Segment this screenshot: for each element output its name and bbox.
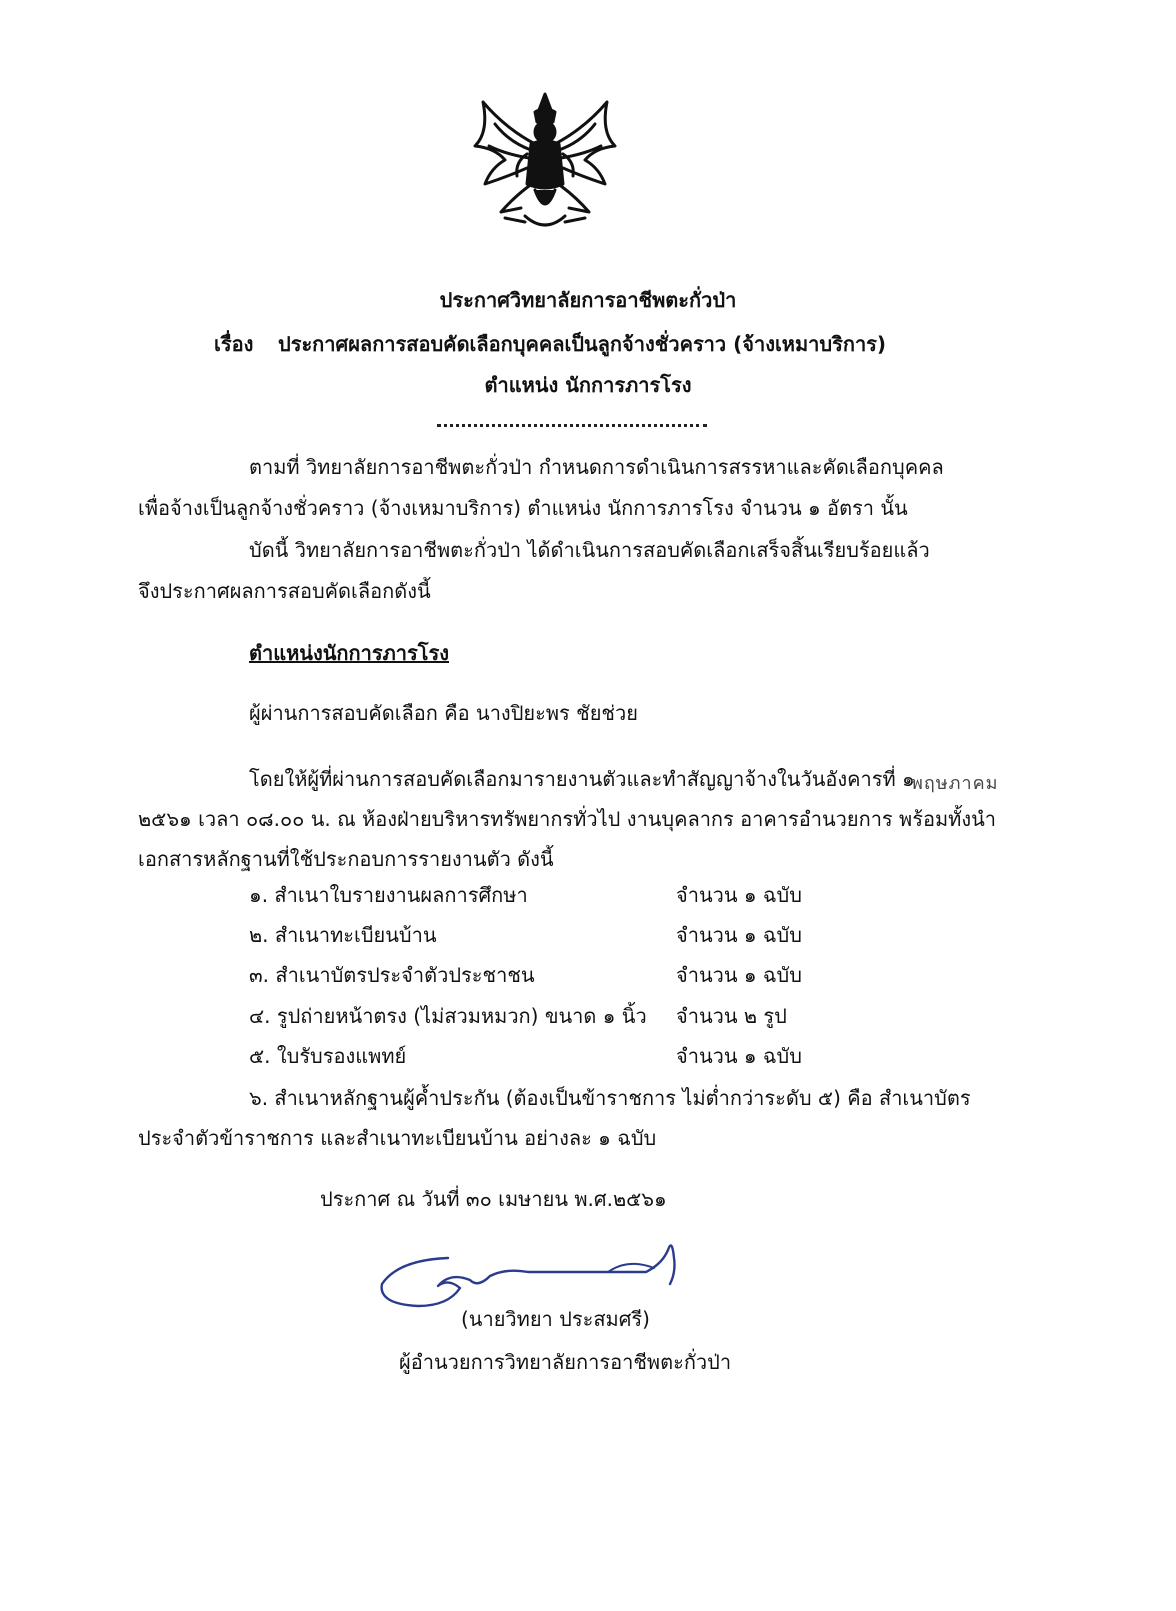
announcement-date: ประกาศ ณ วันที่ ๓๐ เมษายน พ.ศ.๒๕๖๑ (320, 1187, 667, 1211)
section-heading: ตำแหน่งนักการภารโรง (249, 641, 449, 665)
document-item-name: ๔. รูปถ่ายหน้าตรง (ไม่สวมหมวก) ขนาด ๑ นิ้ว (249, 1004, 647, 1028)
dotted-divider (437, 424, 707, 427)
passed-candidate: ผู้ผ่านการสอบคัดเลือก คือ นางปิยะพร ชัยช่วย (249, 701, 638, 725)
document-item-name: ๓. สำเนาบัตรประจำตัวประชาชน (249, 963, 535, 987)
paragraph-3-line-1: โดยให้ผู้ที่ผ่านการสอบคัดเลือกมารายงานตัวและทำสัญญาจ้างในวันอังคารที่ ๑ (249, 767, 915, 791)
item-6-line-1: ๖. สำเนาหลักฐานผู้ค้ำประกัน (ต้องเป็นข้าราชการ ไม่ต่ำกว่าระดับ ๕) คือ สำเนาบัตร (249, 1086, 971, 1110)
document-item-name: ๒. สำเนาทะเบียนบ้าน (249, 923, 437, 947)
paragraph-3-line-3: เอกสารหลักฐานที่ใช้ประกอบการรายงานตัว ดังนี้ (138, 847, 554, 871)
paragraph-3-line-2: ๒๕๖๑ เวลา ๐๘.๐๐ น. ณ ห้องฝ่ายบริหารทรัพยากรทั่วไป งานบุคลากร อาคารอำนวยการ พร้อมทั้งนำ (138, 807, 997, 831)
document-item-name: ๕. ใบรับรองแพทย์ (249, 1044, 407, 1068)
signature-image (378, 1228, 708, 1318)
subject-label: เรื่อง (214, 332, 254, 356)
position-line: ตำแหน่ง นักการภารโรง (484, 373, 692, 397)
paragraph-1-line-2: เพื่อจ้างเป็นลูกจ้างชั่วคราว (จ้างเหมาบริการ) ตำแหน่ง นักการภารโรง จำนวน ๑ อัตรา นั้น (138, 496, 908, 520)
document-item-qty: จำนวน ๑ ฉบับ (676, 923, 802, 947)
signer-title: ผู้อำนวยการวิทยาลัยการอาชีพตะกั่วป่า (399, 1350, 732, 1374)
paragraph-1-line-1: ตามที่ วิทยาลัยการอาชีพตะกั่วป่า กำหนดการดำเนินการสรรหาและคัดเลือกบุคคล (249, 455, 944, 479)
org-title: ประกาศวิทยาลัยการอาชีพตะกั่วป่า (439, 288, 737, 312)
subject-text: ประกาศผลการสอบคัดเลือกบุคคลเป็นลูกจ้างชั่วคราว (จ้างเหมาบริการ) (278, 332, 887, 356)
document-item-qty: จำนวน ๑ ฉบับ (676, 1044, 802, 1068)
paragraph-2-line-1: บัดนี้ วิทยาลัยการอาชีพตะกั่วป่า ได้ดำเนินการสอบคัดเลือกเสร็จสิ้นเรียบร้อยแล้ว (249, 538, 930, 562)
month-overprint: พฤษภาคม (911, 773, 999, 794)
document-item-qty: จำนวน ๑ ฉบับ (676, 883, 802, 907)
garuda-emblem-icon (465, 88, 625, 238)
document-item-name: ๑. สำเนาใบรายงานผลการศึกษา (249, 883, 528, 907)
document-item-qty: จำนวน ๒ รูป (676, 1004, 787, 1028)
paragraph-2-line-2: จึงประกาศผลการสอบคัดเลือกดังนี้ (138, 579, 431, 603)
document-item-qty: จำนวน ๑ ฉบับ (676, 963, 802, 987)
item-6-line-2: ประจำตัวข้าราชการ และสำเนาทะเบียนบ้าน อย่างละ ๑ ฉบับ (138, 1126, 657, 1150)
signer-name: (นายวิทยา ประสมศรี) (461, 1307, 650, 1331)
